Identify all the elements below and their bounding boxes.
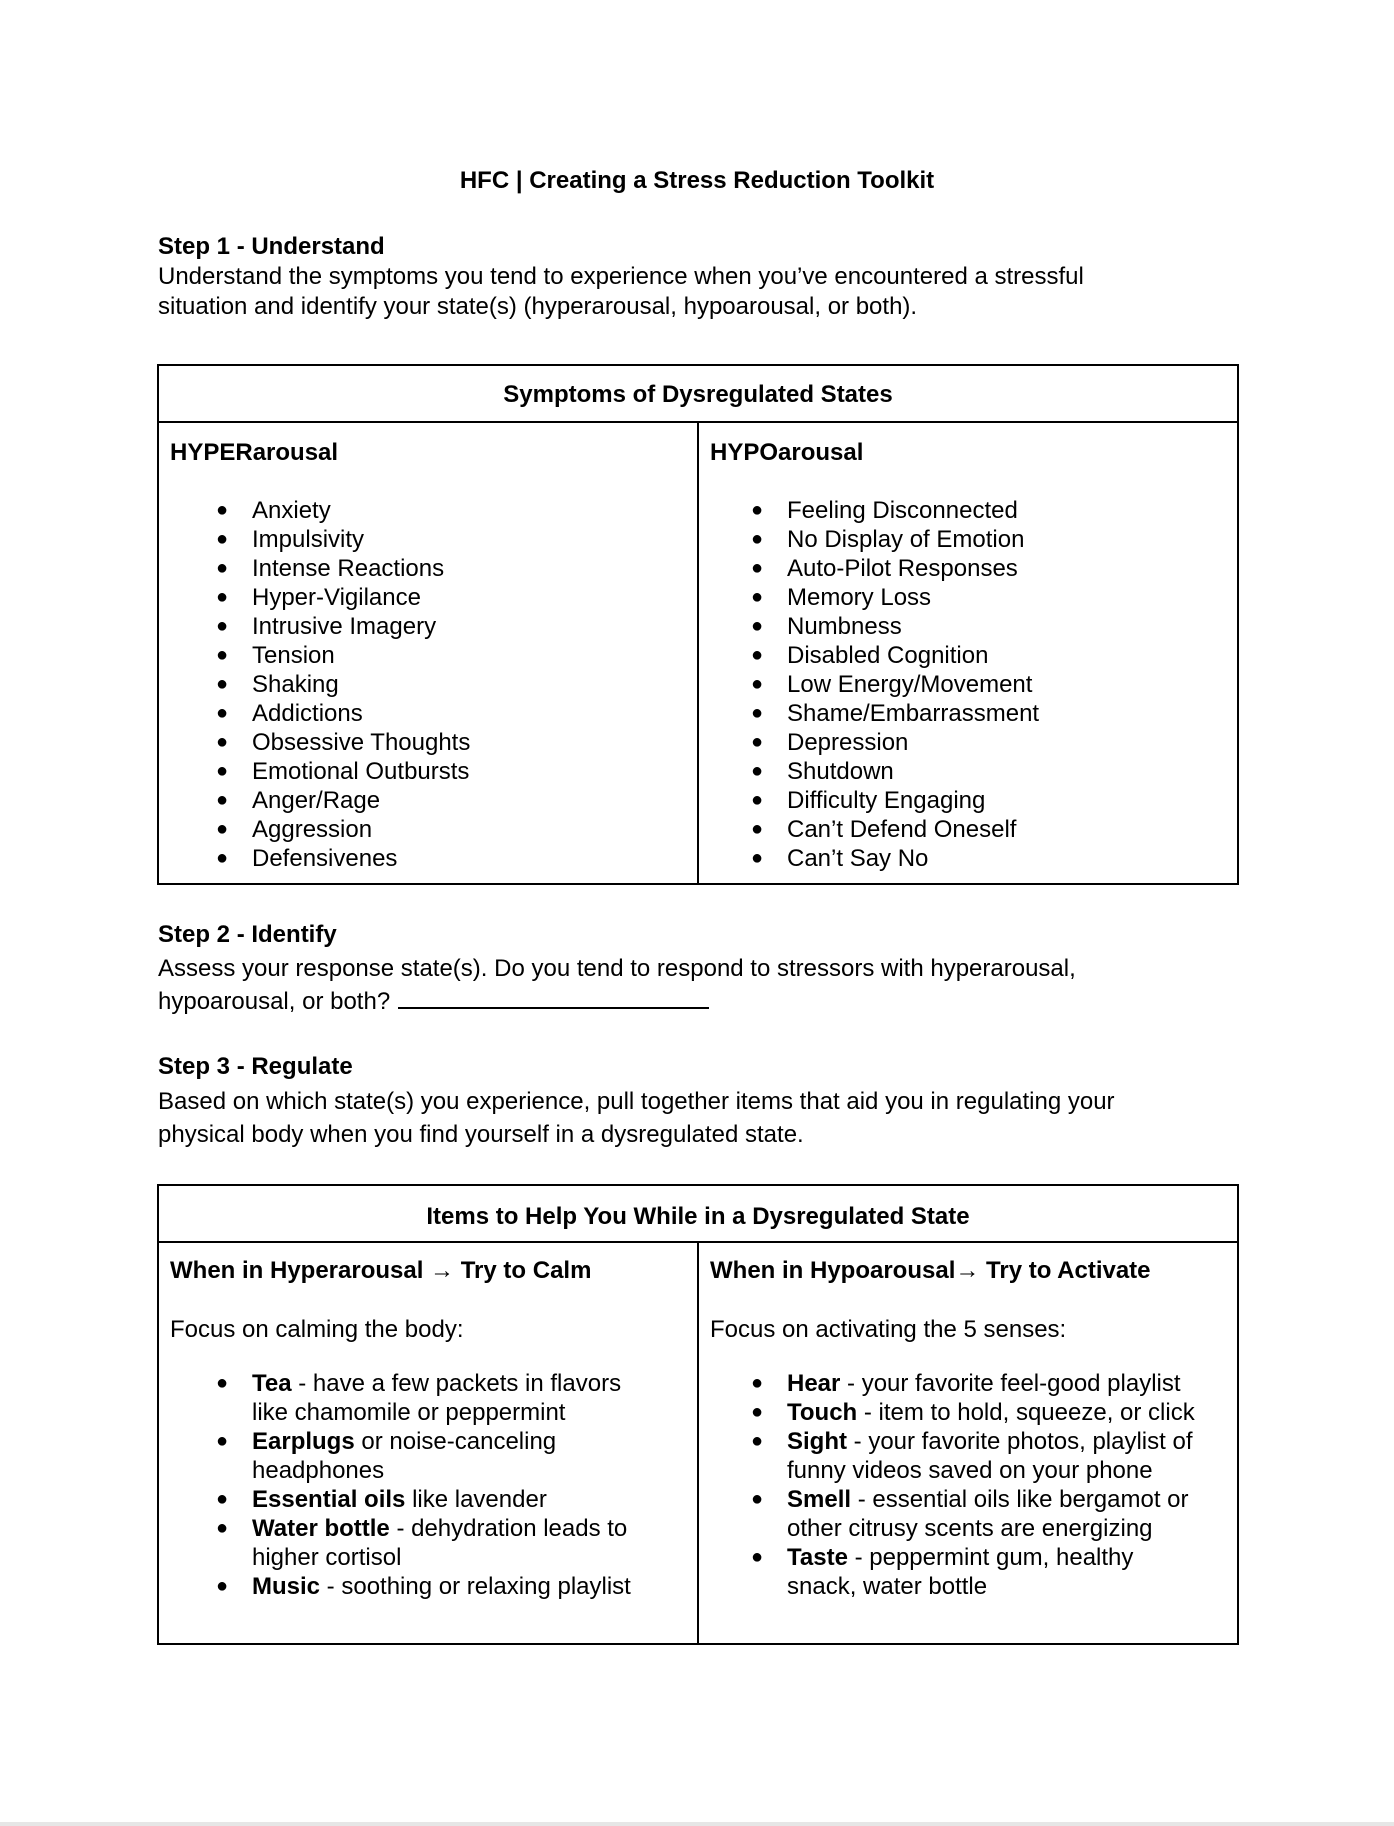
bullet-icon: ● [216,557,229,579]
bullet-icon: ● [216,499,229,521]
list-item: ● Obsessive Thoughts [216,729,471,756]
hypoarousal-heading: HYPOarousal [710,439,864,466]
bullet-icon: ● [751,1401,764,1423]
list-item-continuation: other citrusy scents are energizing [787,1515,1153,1542]
step2-line-2: hypoarousal, or both? [158,985,1076,1018]
step2-heading: Step 2 - Identify [158,921,337,948]
list-item: ● Emotional Outbursts [216,758,470,785]
list-item: ● Shutdown [751,758,894,785]
list-item: ● Music - soothing or relaxing playlist [216,1573,631,1600]
bullet-icon: ● [751,557,764,579]
step1-line-2: situation and identify your state(s) (hyperarousal, hypoarousal, or both). [158,293,918,320]
list-item-continuation: headphones [252,1457,385,1484]
bullet-icon: ● [216,1575,229,1597]
items-table [157,1184,1239,1645]
list-item: ● Numbness [751,613,902,640]
items-table-header: Items to Help You While in a Dysregulated State [426,1203,970,1230]
list-item: ● Anger/Rage [216,787,381,814]
list-item: ● Difficulty Engaging [751,787,986,814]
list-item: ● Essential oils like lavender [216,1486,547,1513]
step3-heading: Step 3 - Regulate [158,1053,353,1080]
bullet-icon: ● [216,731,229,753]
bullet-icon: ● [216,673,229,695]
list-item: ● Water bottle - dehydration leads to [216,1515,628,1542]
bullet-icon: ● [751,615,764,637]
hypoarousal-symptom-list [751,496,1040,873]
list-item: ● Can’t Say No [751,845,929,872]
step1-heading: Step 1 - Understand [158,233,385,260]
calm-intro: Focus on calming the body: [170,1316,464,1343]
bullet-icon: ● [751,673,764,695]
step2-body [158,952,1076,1018]
list-item: ● Earplugs or noise-canceling [216,1428,557,1455]
step3-line-2: physical body when you find yourself in a dysregulated state. [158,1121,804,1148]
bullet-icon: ● [751,586,764,608]
list-item: ● Intense Reactions [216,555,445,582]
activate-items-list [751,1369,1195,1601]
step2-line-1: Assess your response state(s). Do you tend to respond to stressors with hyperarousal, [158,955,1076,982]
list-item: ● Defensivenes [216,845,398,872]
hypoarousal-activate-heading: When in Hypoarousal→ Try to Activate [710,1257,1151,1284]
list-item: ● Can’t Defend Oneself [751,816,1017,843]
column-divider [697,1241,699,1643]
step3-line-1: Based on which state(s) you experience, pull together items that aid you in regulating your [158,1088,1115,1115]
list-item-continuation: funny videos saved on your phone [787,1457,1153,1484]
bullet-icon: ● [751,702,764,724]
answer-blank-field[interactable] [398,985,709,1009]
bullet-icon: ● [216,818,229,840]
bullet-icon: ● [751,1546,764,1568]
list-item: ● Memory Loss [751,584,932,611]
list-item: ● Tea - have a few packets in flavors [216,1370,622,1397]
bullet-icon: ● [216,702,229,724]
bullet-icon: ● [751,1372,764,1394]
list-item: ● Sight - your favorite photos, playlist of [751,1428,1193,1455]
bullet-icon: ● [216,1430,229,1452]
step3-body [158,1085,1115,1151]
list-item: ● Addictions [216,700,363,727]
step1-line-1: Understand the symptoms you tend to experience when you’ve encountered a stressful [158,263,1084,290]
bullet-icon: ● [751,1488,764,1510]
list-item-continuation: like chamomile or peppermint [252,1399,566,1426]
list-item-continuation: higher cortisol [252,1544,402,1571]
list-item: ● Aggression [216,816,373,843]
list-item: ● Taste - peppermint gum, healthy [751,1544,1134,1571]
bullet-icon: ● [216,847,229,869]
list-item-continuation: snack, water bottle [787,1573,988,1600]
bullet-icon: ● [751,760,764,782]
hyperarousal-heading: HYPERarousal [170,439,339,466]
hyperarousal-calm-heading: When in Hyperarousal → Try to Calm [170,1257,592,1284]
bullet-icon: ● [216,1488,229,1510]
step1-body [158,262,1084,322]
bullet-icon: ● [751,731,764,753]
bullet-icon: ● [216,615,229,637]
list-item: ● Depression [751,729,909,756]
list-item: ● Touch - item to hold, squeeze, or click [751,1399,1195,1426]
list-item: ● Auto-Pilot Responses [751,555,1018,582]
page-bottom-edge [0,1822,1394,1826]
calm-items-list [216,1369,631,1601]
symptoms-table [157,364,1239,885]
bullet-icon: ● [751,818,764,840]
list-item: ● Tension [216,642,335,669]
symptoms-table-header: Symptoms of Dysregulated States [503,381,893,408]
bullet-icon: ● [751,499,764,521]
list-item: ● Smell - essential oils like bergamot or [751,1486,1189,1513]
bullet-icon: ● [751,528,764,550]
list-item: ● Intrusive Imagery [216,613,437,640]
list-item: ● Feeling Disconnected [751,497,1018,524]
column-divider [697,421,699,883]
list-item: ● Shame/Embarrassment [751,700,1040,727]
bullet-icon: ● [751,644,764,666]
bullet-icon: ● [751,789,764,811]
list-item: ● Hyper-Vigilance [216,584,421,611]
list-item: ● Shaking [216,671,339,698]
list-item: ● Hear - your favorite feel-good playlist [751,1370,1181,1397]
page-title: HFC | Creating a Stress Reduction Toolkit [459,167,935,194]
list-item: ● Disabled Cognition [751,642,989,669]
bullet-icon: ● [751,847,764,869]
hyperarousal-symptom-list [216,496,471,873]
list-item: ● Anxiety [216,497,331,524]
bullet-icon: ● [216,528,229,550]
list-item: ● Low Energy/Movement [751,671,1033,698]
bullet-icon: ● [216,586,229,608]
list-item: ● No Display of Emotion [751,526,1025,553]
bullet-icon: ● [216,644,229,666]
bullet-icon: ● [216,1372,229,1394]
bullet-icon: ● [216,760,229,782]
bullet-icon: ● [216,1517,229,1539]
bullet-icon: ● [751,1430,764,1452]
activate-intro: Focus on activating the 5 senses: [710,1316,1067,1343]
list-item: ● Impulsivity [216,526,365,553]
bullet-icon: ● [216,789,229,811]
